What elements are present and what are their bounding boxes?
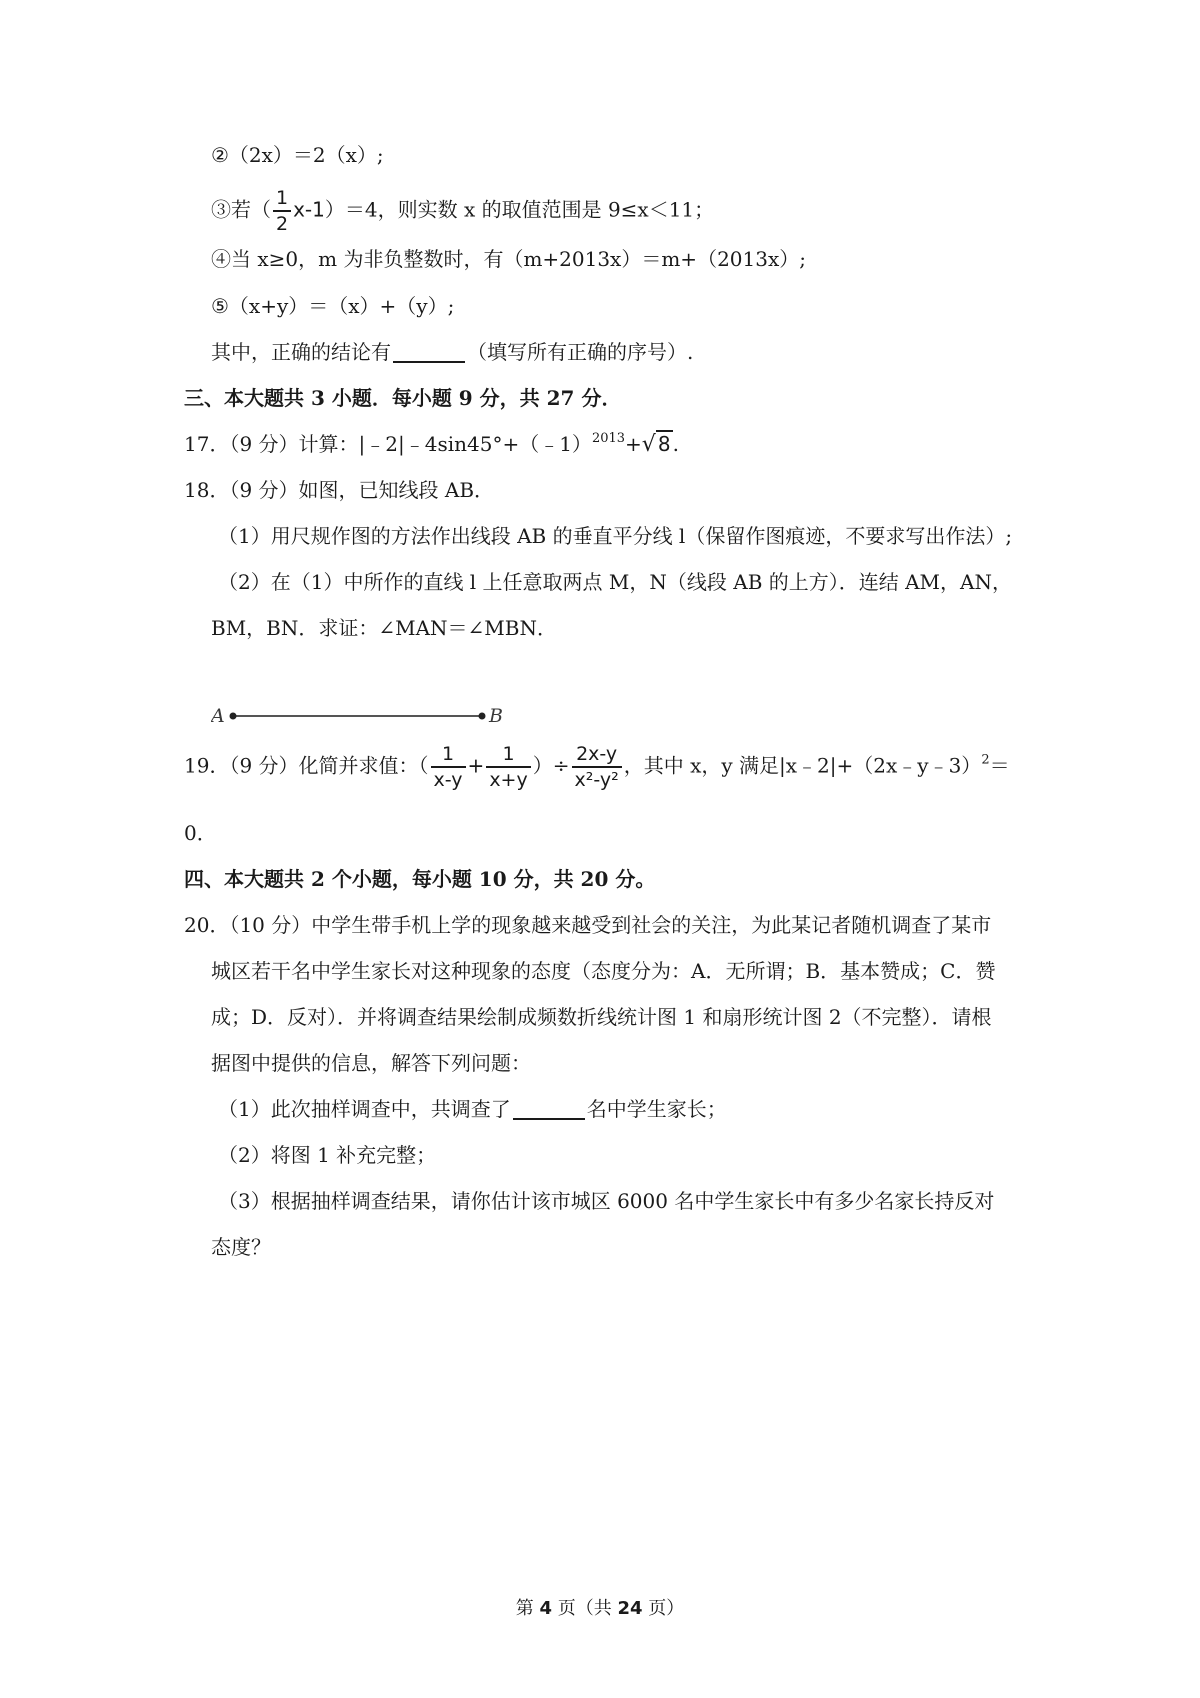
- q19-f2-den: x+y: [486, 766, 530, 792]
- q17-exponent: 2013: [591, 431, 626, 446]
- q19-f3-den: x²-y²: [572, 766, 622, 792]
- q19-fraction-3: [572, 742, 622, 792]
- item-3-fraction: [273, 186, 291, 236]
- q18-part-2b: BM，BN．求证：∠MAN＝∠MBN．: [211, 616, 557, 640]
- item-5: ⑤（x+y）＝（x）+（y）;: [211, 294, 455, 318]
- q17-radical: [642, 432, 673, 456]
- sqrt-icon: √: [641, 432, 656, 457]
- answer-blank: [393, 339, 465, 363]
- q19-tail: ，其中 x，y 满足|x﹣2|+（2x﹣y﹣3）: [623, 753, 982, 778]
- q19-f1-num: 1: [441, 743, 455, 765]
- q20-line-2: 城区若干名中学生家长对这种现象的态度（态度分为：A．无所谓；B．基本赞成；C．赞: [211, 959, 996, 983]
- q19-fraction-1: [431, 742, 466, 792]
- footer-mid: 页（共: [557, 1598, 612, 1619]
- q19-tail-end: ＝: [989, 753, 1010, 778]
- section-3-title: 三、本大题共 3 小题．每小题 9 分，共 27 分．: [184, 386, 622, 410]
- point-b: [479, 713, 486, 720]
- item-3-suffix: ）＝4，则实数 x 的取值范围是 9≤x＜11；: [324, 197, 715, 222]
- footer-page-number: 4: [539, 1598, 552, 1619]
- question-17: [184, 429, 679, 460]
- q19-plus: +: [467, 753, 485, 778]
- q19-f1-den: x-y: [431, 766, 466, 792]
- item-3-frac-tail: x-1: [293, 197, 325, 222]
- q20-line-4: 据图中提供的信息，解答下列问题：: [211, 1051, 531, 1075]
- q19-fraction-2: [486, 742, 530, 792]
- q17-lead: 17．（9 分）计算：|﹣2|﹣4sin45°+（﹣1）: [184, 432, 592, 456]
- q20-sub-2: （2）将图 1 补充完整；: [218, 1143, 437, 1167]
- conclusion-after: （填写所有正确的序号）.: [467, 340, 694, 364]
- q19-lead: 19．（9 分）化简并求值：（: [184, 753, 429, 778]
- conclusion-line: [211, 337, 693, 367]
- footer-pre: 第: [515, 1598, 534, 1619]
- q17-end: .: [672, 432, 679, 456]
- q20-answer-blank: [513, 1096, 585, 1120]
- q18-part-2a: （2）在（1）中所作的直线 l 上任意取两点 M，N（线段 AB 的上方）．连结 AM，AN，: [218, 570, 1012, 594]
- footer-total-pages: 24: [617, 1598, 643, 1619]
- q19-f2-num: 1: [502, 743, 515, 765]
- question-19: [184, 742, 1010, 792]
- q20-line-1: 20．（10 分）中学生带手机上学的现象越来越受到社会的关注，为此某记者随机调查了某市: [184, 913, 992, 937]
- section-4-title: 四、本大题共 2 个小题，每小题 10 分，共 20 分。: [184, 867, 656, 891]
- q20-line-3: 成；D．反对）．并将调查结果绘制成频数折线统计图 1 和扇形统计图 2（不完整）．请根: [211, 1005, 992, 1029]
- q19-divide: ）÷: [532, 753, 570, 778]
- item-2: ②（2x）＝2（x）;: [211, 143, 384, 167]
- point-a: [230, 713, 237, 720]
- q20-sub-3b: 态度？: [211, 1235, 271, 1259]
- q17-root-arg: 8: [657, 432, 671, 456]
- q19-continuation: 0．: [184, 821, 217, 845]
- label-a: A: [211, 705, 225, 727]
- item-3-frac-den: 2: [273, 210, 291, 236]
- q20-sub-1-before: （1）此次抽样调查中，共调查了: [218, 1097, 511, 1121]
- q19-tail-exponent: 2: [981, 752, 990, 768]
- footer-post: 页）: [648, 1598, 685, 1619]
- item-3-prefix: ③若（: [211, 197, 271, 222]
- q19-f3-num: 2x-y: [576, 743, 618, 765]
- item-3: [211, 186, 714, 236]
- conclusion-before: 其中，正确的结论有: [211, 340, 391, 364]
- page-footer: [0, 1594, 1200, 1620]
- item-3-frac-num: 1: [276, 187, 289, 209]
- q18-part-1: （1）用尺规作图的方法作出线段 AB 的垂直平分线 l（保留作图痕迹，不要求写出作法）;: [218, 524, 1013, 548]
- q20-sub-3: （3）根据抽样调查结果，请你估计该市城区 6000 名中学生家长中有多少名家长持反对: [218, 1189, 995, 1213]
- q17-plus: +: [625, 432, 642, 456]
- question-18: 18．（9 分）如图，已知线段 AB．: [184, 478, 495, 502]
- q20-sub-1: [218, 1094, 727, 1124]
- q20-sub-1-after: 名中学生家长；: [586, 1097, 727, 1121]
- item-4: ④当 x≥0，m 为非负整数时，有（m+2013x）＝m+（2013x）;: [211, 247, 806, 271]
- label-b: B: [489, 705, 503, 727]
- segment-ab-figure: [211, 700, 511, 730]
